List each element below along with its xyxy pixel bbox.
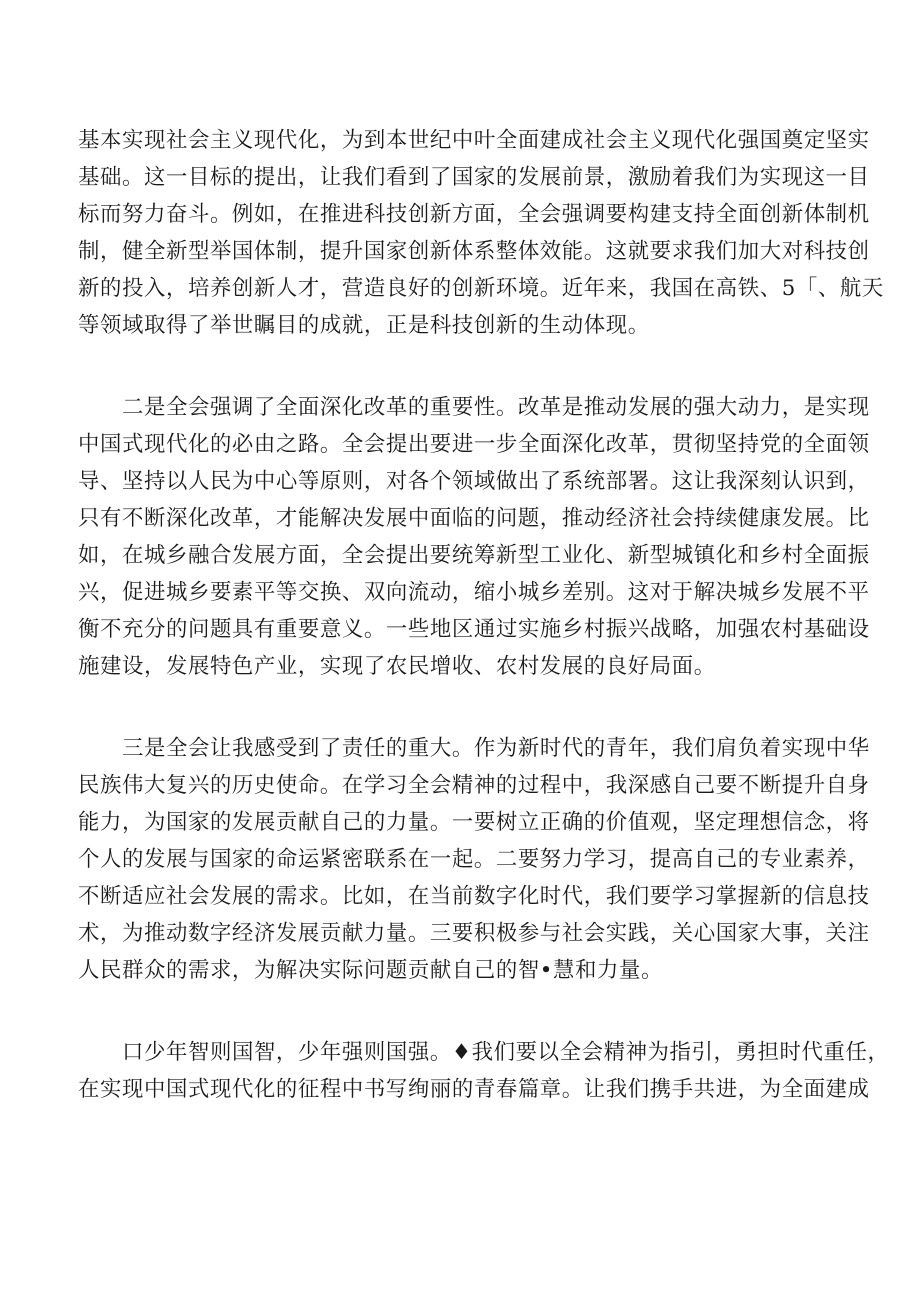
text-line: 中国式现代化的必由之路。全会提出要进一步全面深化改革，贯彻坚持党的全面领 — [78, 432, 870, 457]
text-line: 施建设，发展特色产业，实现了农民增收、农村发展的良好局面。 — [78, 654, 716, 679]
paragraph-spacer — [78, 989, 868, 1034]
text-line: 标而努力奋斗。例如，在推进科技创新方面，全会强调要构建支持全面创新体制机 — [78, 202, 870, 227]
text-line: 如，在城乡融合发展方面，全会提出要统筹新型工业化、新型城镇化和乡村全面振 — [78, 543, 870, 568]
paragraph-spacer — [78, 344, 868, 389]
text-line: 基本实现社会主义现代化，为到本世纪中叶全面建成社会主义现代化强国奠定坚实 — [78, 128, 870, 153]
paragraph-3 — [78, 730, 868, 989]
paragraph-spacer — [78, 685, 868, 730]
text-line: 衡不充分的问题具有重要意义。一些地区通过实施乡村振兴战略，加强农村基础设 — [78, 617, 870, 642]
text-line: 民族伟大复兴的历史使命。在学习全会精神的过程中，我深感自己要不断提升自身 — [78, 773, 870, 798]
text-line: 只有不断深化改革，才能解决发展中面临的问题，推动经济社会持续健康发展。比 — [78, 506, 870, 531]
paragraph-2 — [78, 389, 868, 685]
text-line: 口少年智则国智，少年强则国强。♦我们要以全会精神为指引，勇担时代重任， — [122, 1040, 890, 1065]
text-line: 二是全会强调了全面深化改革的重要性。改革是推动发展的强大动力，是实现 — [122, 395, 870, 420]
text-line: 导、坚持以人民为中心等原则，对各个领域做出了系统部署。这让我深刻认识到， — [78, 469, 870, 494]
text-line: 新的投入，培养创新人才，营造良好的创新环境。近年来，我国在高铁、5「、航天 — [78, 276, 884, 301]
text-line: 在实现中国式现代化的征程中书写绚丽的青春篇章。让我们携手共进，为全面建成 — [78, 1077, 870, 1102]
text-line: 制，健全新型举国体制，提升国家创新体系整体效能。这就要求我们加大对科技创 — [78, 239, 870, 264]
document-body — [78, 122, 890, 1108]
text-line: 等领域取得了举世瞩目的成就，正是科技创新的生动体现。 — [78, 313, 650, 338]
text-line: 能力，为国家的发展贡献自己的力量。一要树立正确的价值观，坚定理想信念，将 — [78, 810, 870, 835]
paragraph-4 — [78, 1034, 890, 1108]
paragraph-1 — [78, 122, 884, 344]
text-line: 三是全会让我感受到了责任的重大。作为新时代的青年，我们肩负着实现中华 — [122, 736, 870, 761]
text-line: 基础。这一目标的提出，让我们看到了国家的发展前景，激励着我们为实现这一目 — [78, 165, 870, 190]
text-line: 个人的发展与国家的命运紧密联系在一起。二要努力学习，提高自己的专业素养， — [78, 847, 870, 872]
text-line: 术，为推动数字经济发展贡献力量。三要积极参与社会实践，关心国家大事，关注 — [78, 921, 870, 946]
text-line: 人民群众的需求，为解决实际问题贡献自己的智•慧和力量。 — [78, 958, 663, 983]
text-line: 兴，促进城乡要素平等交换、双向流动，缩小城乡差别。这对于解决城乡发展不平 — [78, 580, 870, 605]
text-line: 不断适应社会发展的需求。比如，在当前数字化时代，我们要学习掌握新的信息技 — [78, 884, 870, 909]
